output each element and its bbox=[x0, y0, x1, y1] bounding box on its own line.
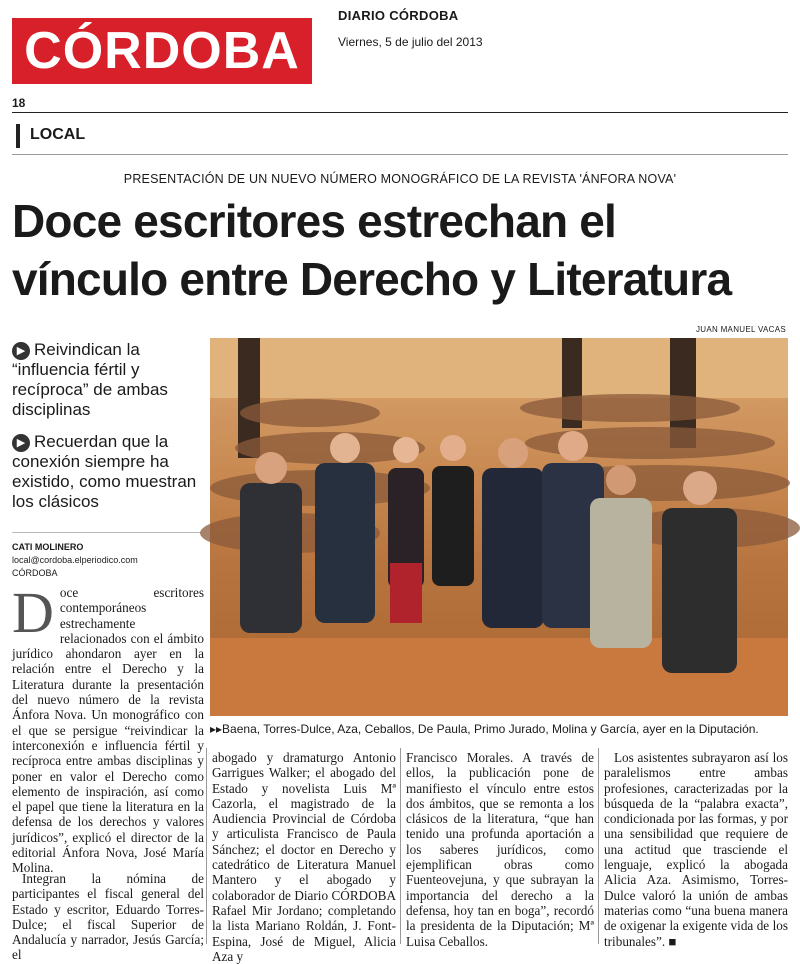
summary-bullet bbox=[12, 340, 202, 420]
byline-rule bbox=[12, 532, 202, 533]
header-rule bbox=[12, 112, 788, 113]
byline bbox=[12, 541, 202, 580]
paper-name: DIARIO CÓRDOBA bbox=[338, 8, 459, 23]
section-label: LOCAL bbox=[30, 126, 86, 143]
group-photo-illustration bbox=[210, 338, 788, 716]
body-column-1-continued bbox=[12, 871, 204, 963]
drop-cap: D bbox=[12, 580, 54, 645]
headline-line-1: Doce escritores estrechan el bbox=[12, 195, 617, 247]
column-rule bbox=[206, 748, 207, 944]
body-column-3 bbox=[406, 750, 594, 949]
body-text: Los asistentes subrayaron así los paralelismos entre ambas profesiones, caracterizadas por la búsqueda de la “palabra exacta”, condicionada por las formas, y por una sensibilidad que requiere de una actitud que trasciende el lenguaje, explicó la abogada Alicia Aza. Asimismo, Torres-Dulce valoró la unión de ambas materias como “una buena manera de oxigenar la exigente vida de los tribunales”. ■ bbox=[604, 750, 788, 949]
cordoba-logo: CÓRDOBA bbox=[12, 18, 312, 84]
body-column-1 bbox=[12, 580, 204, 876]
body-text: Francisco Morales. A través de ellos, la publicación pone de manifiesto el vínculo entre estos dos ámbitos, que se remonta a los clásicos de la literatura, “que han tenido una profunda aportación a los saberes jurídicos, como ejemplifican obras como Fuenteovejuna, y que subrayan la importancia del derecho a la defensa, hoy tan en boga”, recordó la presidenta de la Diputación; Mª Luisa Ceballos. bbox=[406, 750, 594, 949]
kicker: PRESENTACIÓN DE UN NUEVO NÚMERO MONOGRÁFICO DE LA REVISTA 'ÁNFORA NOVA' bbox=[123, 172, 677, 186]
headline bbox=[12, 192, 792, 308]
body-column-4 bbox=[604, 750, 788, 949]
author-name: CATI MOLINERO bbox=[12, 542, 84, 552]
bullet-text: Reivindican la “influencia fértil y recíproca” de ambas disciplinas bbox=[12, 340, 168, 419]
body-text: abogado y dramaturgo Antonio Garrigues Walker; el abogado del Estado y novelista Luis Mª Cazorla, el magistrado de la Audiencia Provincial de Córdoba y articulista Francisco de Paula Sánchez; el doctor en Derecho y catedrático de Literatura Manuel Mantero y el abogado y colaborador de Diario CÓRDOBA Rafael Mir Jordano; completando la lista Mariano Roldán, J. Font-Espina, José de Miguel, Alicia Aza y bbox=[212, 750, 396, 964]
page-number: 18 bbox=[12, 96, 26, 110]
section-rule bbox=[12, 154, 788, 155]
section-marker bbox=[16, 124, 20, 148]
byline-place: CÓRDOBA bbox=[12, 568, 58, 578]
column-rule bbox=[400, 748, 401, 944]
arrow-icon: ▶ bbox=[12, 434, 30, 452]
summary-bullet bbox=[12, 432, 202, 512]
body-column-2 bbox=[212, 750, 396, 964]
bullet-text: Recuerdan que la conexión siempre ha existido, como muestran los clásicos bbox=[12, 432, 197, 511]
photo-caption: ▸▸Baena, Torres-Dulce, Aza, Ceballos, De Paula, Primo Jurado, Molina y García, ayer en la Diputación. bbox=[210, 722, 759, 736]
author-email: local@cordoba.elperiodico.com bbox=[12, 555, 138, 565]
publication-date: Viernes, 5 de julio del 2013 bbox=[338, 35, 483, 49]
body-text: oce escritores contemporáneos estrechamente relacionados con el ámbito jurídico ahondaron ayer en la relación entre el Derecho y la Literatura durante la presentación del nuevo número de la revista Ánfora Nova. Un monográfico con el que se persigue “reivindicar la interconexión e influencia fértil y recíproca entre ambas disciplinas y poner en valor el Derecho como elemento de inspiración, así como el papel que tiene la literatura en la defensa de los derechos y valores jurídicos”, explicó el director de la editorial Ánfora Nova, José María Molina. bbox=[12, 585, 204, 876]
headline-line-2: vínculo entre Derecho y Literatura bbox=[12, 253, 732, 305]
arrow-icon: ▶ bbox=[12, 342, 30, 360]
body-text: Integran la nómina de participantes el fiscal general del Estado y escritor, Eduardo Torres-Dulce; el fiscal Superior de Andalucía y narrador, Jesús García; el bbox=[12, 871, 204, 963]
column-rule bbox=[598, 748, 599, 944]
group-photo bbox=[210, 338, 788, 716]
photo-credit: JUAN MANUEL VACAS bbox=[695, 325, 786, 334]
